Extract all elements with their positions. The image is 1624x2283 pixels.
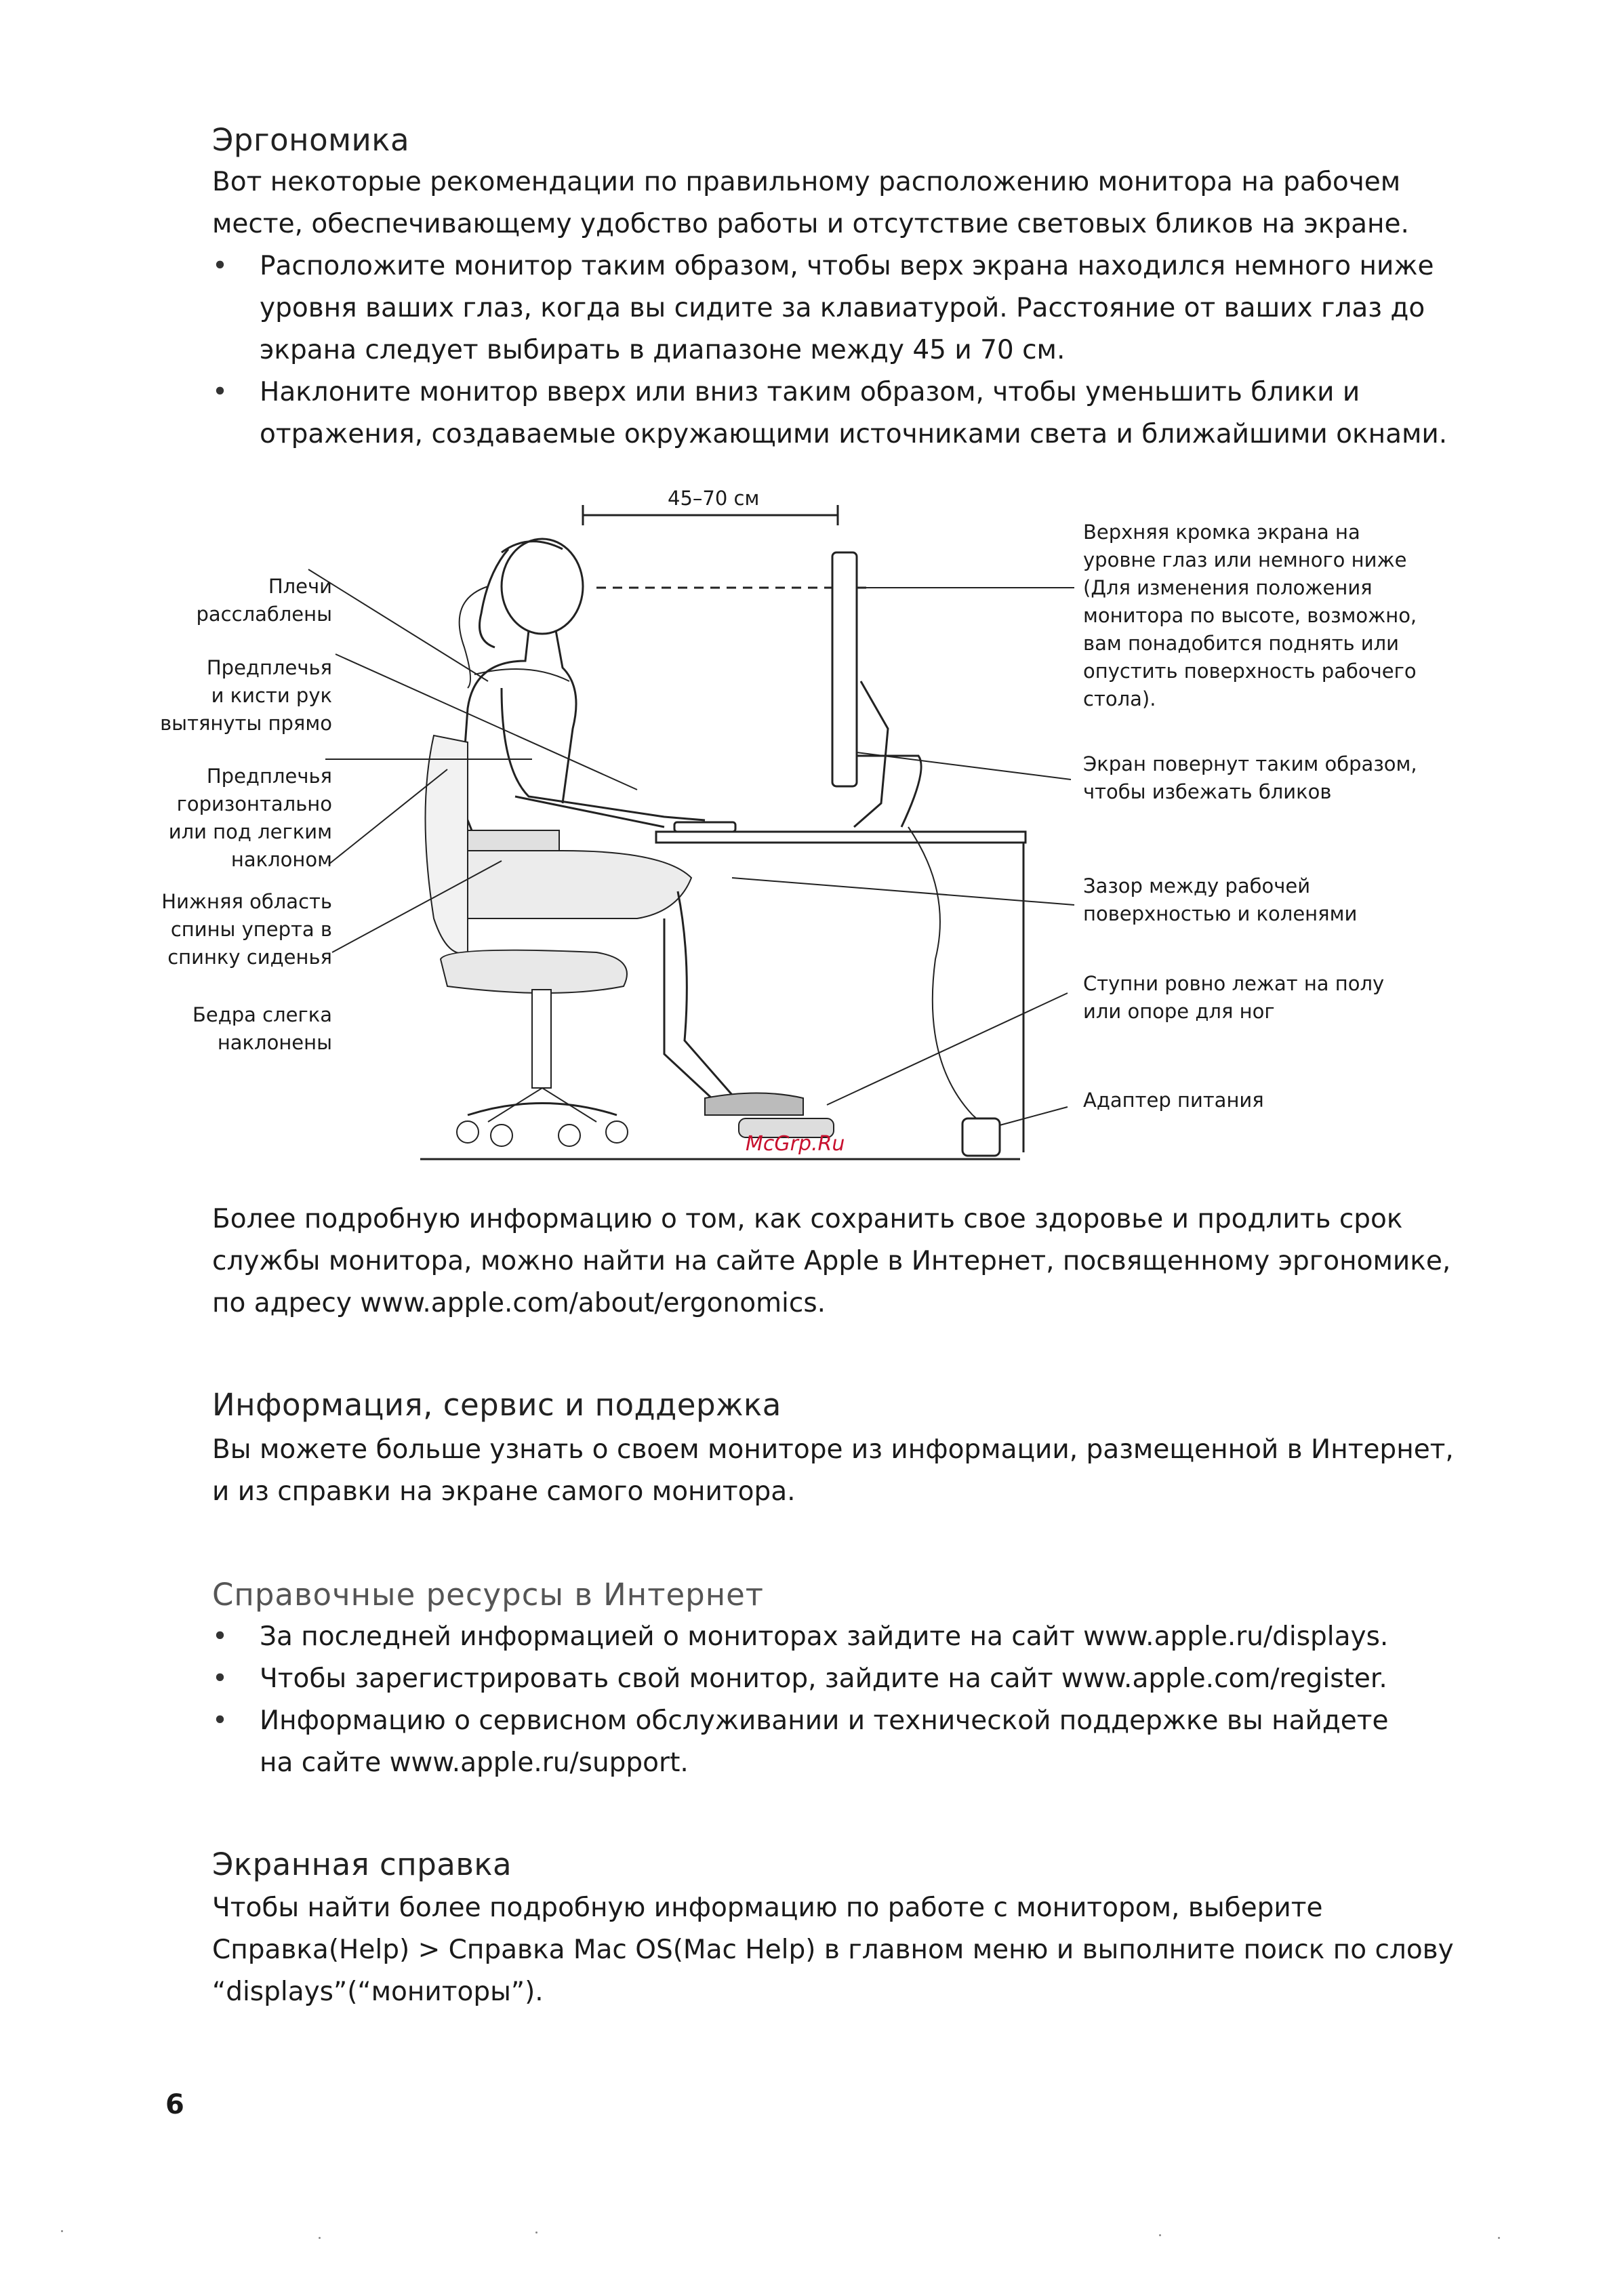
chair-back [426,735,468,953]
label-line: поверхностью и коленями [1083,902,1358,925]
scan-speck [1498,2237,1500,2239]
head [502,539,583,634]
distance-label: 45–70 см [668,487,760,510]
watermark: McGrp.Ru [746,1132,845,1156]
label-line: Экран повернут таким образом, [1083,752,1417,775]
label-line: монитора по высоте, возможно, [1083,604,1417,627]
scan-speck [61,2230,63,2232]
label-shoulders [149,573,332,628]
label-thighs [149,1001,332,1057]
bullet-icon: • [212,1621,228,1652]
label-line: или опоре для ног [1083,1000,1275,1023]
leader-feet [827,993,1068,1105]
text-line: Чтобы найти более подробную информацию по работе с монитором, выберите [212,1893,1323,1923]
bullet-icon: • [212,377,228,407]
label-line: Предплечья [206,656,332,679]
label-line: или под легким [168,820,332,843]
label-line: Зазор между рабочей [1083,874,1311,897]
text-line: по адресу www.apple.com/about/ergonomics. [212,1288,826,1318]
list-item [212,371,1447,456]
label-line: Ступни ровно лежат на полу [1083,972,1385,995]
text-line: “displays”(“мониторы”). [212,1977,544,2007]
text-line: Более подробную информацию о том, как сохранить свое здоровье и продлить срок [212,1204,1403,1234]
text-line: месте, обеспечивающему удобство работы и отсутствие световых бликов на экране. [212,209,1409,239]
ergonomics-figure [149,485,1450,1176]
label-adapter [1083,1087,1264,1114]
scan-speck [535,2231,537,2234]
label-forearms-straight [149,654,332,738]
text-line: Справка(Help) > Справка Mac OS(Mac Help) в главном меню и выполните поиск по слову [212,1935,1454,1965]
label-line: вам понадобится поднять или [1083,632,1400,655]
bullet-icon: • [212,1663,228,1694]
label-line: горизонтально [176,792,332,815]
text-line: Информацию о сервисном обслуживании и технической поддержке вы найдете [260,1705,1389,1736]
label-line: и кисти рук [211,684,332,707]
monitor [832,552,857,786]
text-line: За последней информацией о мониторах зайдите на сайт www.apple.ru/displays. [260,1621,1389,1652]
section-title-ergonomics: Эргономика [212,122,410,158]
section-title-onscreen-help: Экранная справка [212,1846,512,1882]
list-item [212,1616,1389,1658]
label-line: расслаблены [196,603,332,626]
label-line: Плечи [268,575,332,598]
label-line: уровне глаз или немного ниже [1083,548,1407,571]
text-line: Вы можете больше узнать о своем мониторе из информации, размещенной в Интернет, [212,1434,1454,1465]
bullet-icon: • [212,251,228,281]
text-line: Чтобы зарегистрировать свой монитор, зайдите на сайт www.apple.com/register. [260,1663,1387,1694]
list-item [212,245,1447,371]
label-line: Предплечья [206,765,332,788]
label-gap [1083,872,1357,928]
label-line: Нижняя область [161,890,332,913]
label-line: чтобы избежать бликов [1083,780,1332,803]
label-line: наклонены [217,1031,332,1054]
bullet-icon: • [212,1705,228,1736]
leader-adapter [1000,1107,1068,1125]
text-line: и из справки на экране самого монитора. [212,1476,796,1507]
page-number: 6 [165,2089,184,2120]
ergonomics-more-info [212,1198,1450,1325]
text-line: на сайте www.apple.ru/support. [260,1747,689,1778]
subsection-title-online: Справочные ресурсы в Интернет [212,1577,765,1613]
text-line: экрана следует выбирать в диапазоне между 45 и 70 см. [260,335,1065,365]
label-line: опустить поверхность рабочего [1083,660,1417,683]
list-item [212,1700,1389,1784]
label-forearms-horizontal [149,763,332,874]
info-text [212,1429,1454,1513]
text-line: службы монитора, можно найти на сайте Apple в Интернет, посвященному эргономике, [212,1246,1451,1276]
online-bullets [212,1616,1389,1784]
label-line: наклоном [230,848,332,871]
text-line: Наклоните монитор вверх или вниз таким образом, чтобы уменьшить блики и [260,377,1360,407]
label-line: вытянуты прямо [160,712,332,735]
text-line: отражения, создаваемые окружающими источниками света и ближайшими окнами. [260,419,1448,449]
scan-speck [319,2237,321,2239]
label-line: (Для изменения положения [1083,576,1373,599]
label-top-edge [1083,519,1417,713]
text-line: Расположите монитор таким образом, чтобы верх экрана находился немного ниже [260,251,1434,281]
power-adapter [962,1118,1000,1156]
leader-screen-tilt [857,752,1071,780]
label-line: Верхняя кромка экрана на [1083,521,1360,544]
leader-shoulders [308,569,488,681]
label-line: спинку сиденья [167,946,332,969]
ergonomics-intro [212,161,1409,245]
ergonomics-bullets [212,245,1447,456]
chair-seat [441,950,627,993]
section-title-info: Информация, сервис и поддержка [212,1387,781,1423]
list-item [212,1658,1389,1700]
label-line: Бедра слегка [192,1003,332,1026]
label-screen-tilt [1083,750,1417,806]
label-line: спины уперта в [170,918,332,941]
label-line: стола). [1083,687,1156,710]
label-feet [1083,970,1384,1026]
label-line: Адаптер питания [1083,1089,1264,1112]
label-lower-back [149,888,332,971]
text-line: уровня ваших глаз, когда вы сидите за клавиатурой. Расстояние от ваших глаз до [260,293,1425,323]
text-line: Вот некоторые рекомендации по правильному расположению монитора на рабочем [212,167,1401,197]
onscreen-help-text [212,1887,1454,2013]
scan-speck [1159,2234,1161,2236]
